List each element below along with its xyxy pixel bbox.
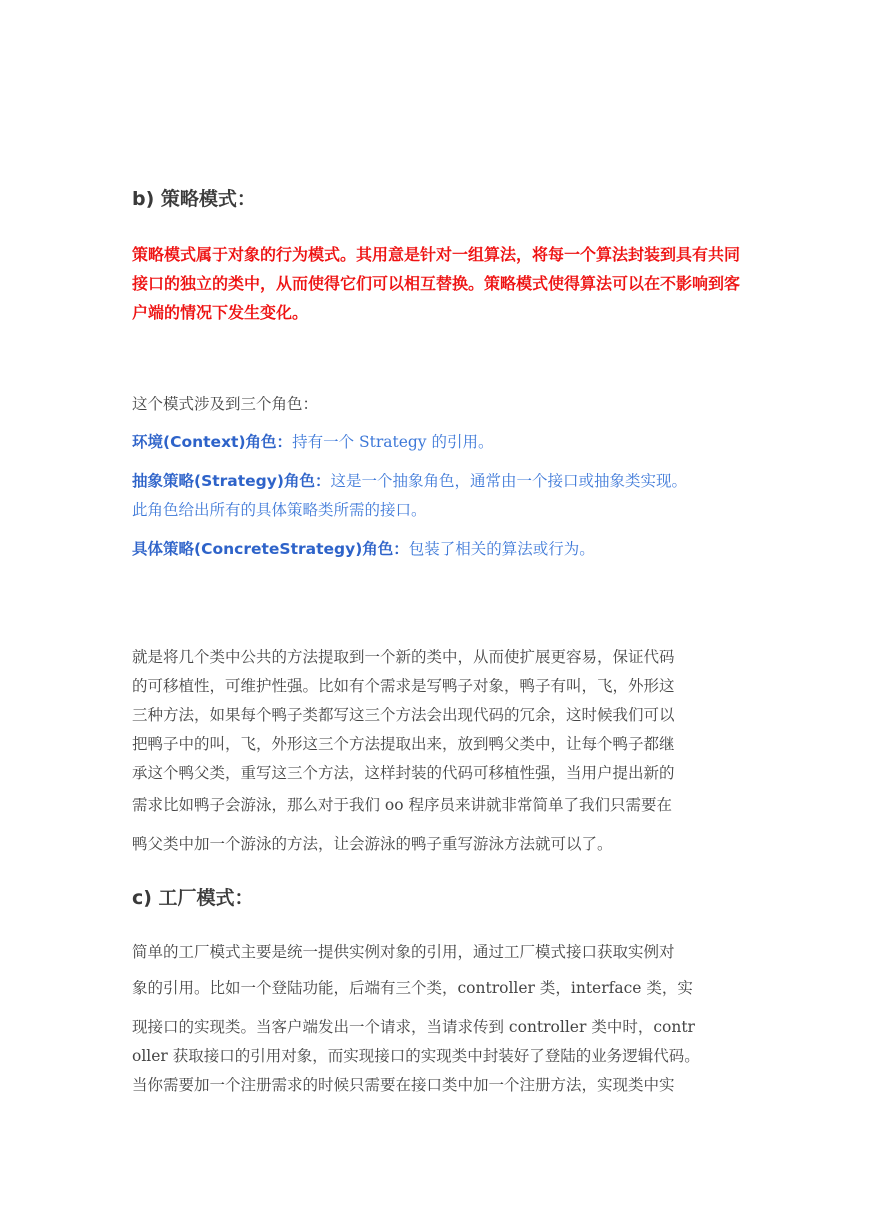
paragraph-line: 现接口的实现类。当客户端发出一个请求，当请求传到 controller 类中时，contr <box>132 1018 695 1036</box>
paragraph-line: oller 获取接口的引用对象，而实现接口的实现类中封装好了登陆的业务逻辑代码。 <box>132 1047 700 1065</box>
role-concrete-desc: 包装了相关的算法或行为。 <box>408 540 595 558</box>
role-context <box>132 430 494 452</box>
paragraph-line: 把鸭子中的叫，飞，外形这三个方法提取出来，放到鸭父类中，让每个鸭子都继 <box>132 735 675 753</box>
paragraph-line: 就是将几个类中公共的方法提取到一个新的类中，从而使扩展更容易，保证代码 <box>132 648 675 666</box>
section-b-heading: b) 策略模式： <box>132 188 256 210</box>
role-strategy-desc: 这是一个抽象角色，通常由一个接口或抽象类实现。 <box>330 472 687 490</box>
paragraph-line: 鸭父类中加一个游泳的方法，让会游泳的鸭子重写游泳方法就可以了。 <box>132 835 613 853</box>
role-context-desc: 持有一个 Strategy 的引用。 <box>292 433 494 451</box>
strategy-definition: 策略模式属于对象的行为模式。其用意是针对一组算法，将每一个算法封装到具有共同接口的独立的类中，从而使得它们可以相互替换。策略模式使得算法可以在不影响到客户端的情况下发生变化。 <box>132 245 741 322</box>
paragraph-line: 简单的工厂模式主要是统一提供实例对象的引用，通过工厂模式接口获取实例对 <box>132 943 675 961</box>
paragraph-line: 需求比如鸭子会游泳，那么对于我们 oo 程序员来讲就非常简单了我们只需要在 <box>132 796 673 814</box>
role-concrete <box>132 537 595 559</box>
role-strategy-desc-cont: 此角色给出所有的具体策略类所需的接口。 <box>132 501 427 519</box>
role-strategy-title: 抽象策略(Strategy)角色： <box>132 472 331 490</box>
role-context-title: 环境(Context)角色： <box>132 433 293 451</box>
paragraph-line: 的可移植性，可维护性强。比如有个需求是写鸭子对象，鸭子有叫，飞，外形这 <box>132 677 675 695</box>
paragraph-line: 当你需要加一个注册需求的时候只需要在接口类中加一个注册方法，实现类中实 <box>132 1076 675 1094</box>
roles-intro: 这个模式涉及到三个角色： <box>132 395 319 413</box>
paragraph-line: 三种方法，如果每个鸭子类都写这三个方法会出现代码的冗余，这时候我们可以 <box>132 706 675 724</box>
paragraph-line: 承这个鸭父类，重写这三个方法，这样封装的代码可移植性强，当用户提出新的 <box>132 764 675 782</box>
role-strategy <box>132 469 687 491</box>
paragraph-line: 象的引用。比如一个登陆功能，后端有三个类，controller 类，interface 类，实 <box>132 979 693 997</box>
section-c-heading: c) 工厂模式： <box>132 887 254 909</box>
role-concrete-title: 具体策略(ConcreteStrategy)角色： <box>132 540 409 558</box>
